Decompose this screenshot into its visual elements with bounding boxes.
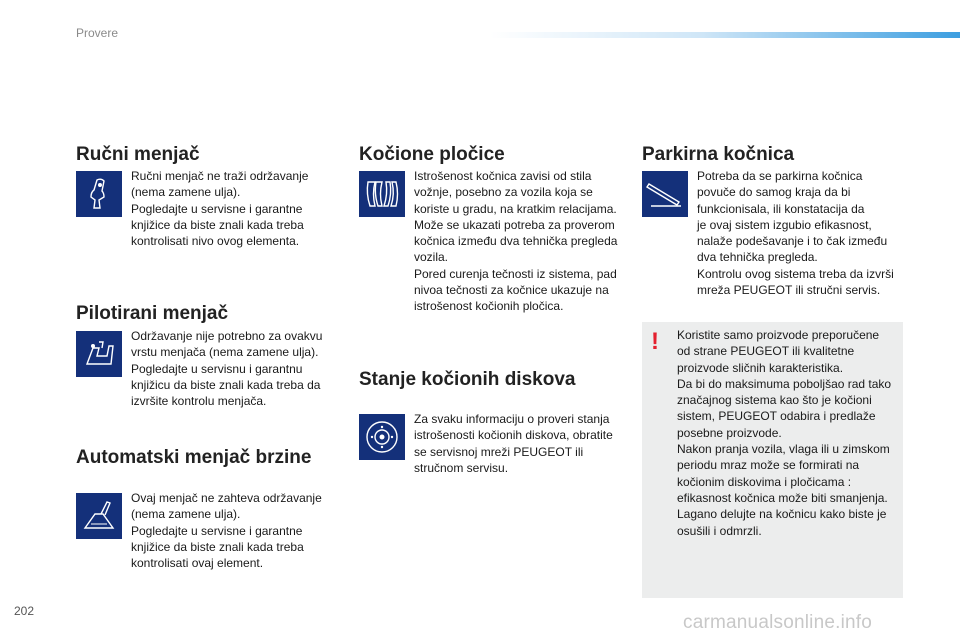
text-line: od strane PEUGEOT ili kvalitetne (677, 344, 855, 359)
text-line: koriste u gradu, na kratkim relacijama. (414, 201, 617, 216)
text-line: vrstu menjača (nema zamene ulja). (131, 345, 319, 360)
text-line: proizvode sličnih karakteristika. (677, 360, 844, 375)
section-title-brake-pads: Kočione pločice (359, 144, 505, 165)
text-line: Pogledajte u servisnu i garantnu (131, 361, 303, 376)
watermark: carmanualsonline.info (683, 612, 873, 633)
brake-pads-text (414, 168, 626, 315)
text-line: Potreba da se parkirna kočnica (697, 169, 863, 183)
section-title-parking-brake: Parkirna kočnica (642, 144, 795, 165)
text-line: nalaže podešavanje i to čak između (697, 234, 888, 249)
manual-text (131, 168, 331, 249)
text-line: Ovaj menjač ne zahteva održavanje (131, 491, 322, 505)
text-line: knjižice da biste znali kada treba (131, 539, 304, 554)
automatic-gearshift-icon (76, 493, 122, 539)
text-line: posebne proizvode. (677, 425, 782, 440)
brake-disc-icon (359, 414, 405, 460)
text-line: Nakon pranja vozila, vlaga ili u zimskom (677, 442, 890, 457)
text-line: Pogledajte u servisne i garantne (131, 523, 303, 538)
manual-gearshift-icon (76, 171, 122, 217)
text-line: kontrolisati ovaj element. (131, 556, 264, 571)
text-line: stručnom servisu. (414, 460, 509, 475)
text-line: je ovaj sistem izgubio efikasnost, (697, 217, 872, 232)
page-number: 202 (14, 604, 35, 618)
text-line: istrošenosti kočionih diskova, obratite (414, 428, 613, 443)
piloted-gearshift-icon (76, 331, 122, 377)
brake-pads-icon (359, 171, 405, 217)
text-line: povuče do samog kraja da bi (697, 185, 851, 200)
section-title-brake-discs: Stanje kočionih diskova (359, 369, 576, 390)
text-line: vožnje, posebno za vozila koja se (414, 185, 593, 200)
header-accent-bar (490, 32, 960, 38)
warning-text (677, 327, 901, 539)
section-title-piloted: Pilotirani menjač (76, 303, 229, 324)
text-line: Održavanje nije potrebno za ovakvu (131, 329, 323, 343)
text-line: knjižice da biste znali kada treba (131, 217, 304, 232)
text-line: sistem, PEUGEOT odabira i predlaže (677, 409, 876, 424)
text-line: se servisnoj mreži PEUGEOT ili (414, 444, 584, 459)
piloted-text (131, 328, 336, 409)
text-line: Da bi do maksimuma poboljšao rad tako (677, 376, 892, 391)
text-line: funkcionisala, ili konstatacija da (697, 201, 865, 216)
text-line: izvršite kontrolu menjača. (131, 394, 267, 409)
text-line: knjižicu da biste znali kada treba da (131, 377, 321, 392)
text-line: Lagano delujte na kočnicu kako biste je (677, 507, 887, 522)
text-line: značajnog sistema kao što je kočioni (677, 393, 872, 408)
parking-brake-text (697, 168, 907, 298)
section-title-automatic: Automatski menjač brzine (76, 447, 312, 468)
section-title-manual: Ručni menjač (76, 144, 200, 165)
text-line: Istrošenost kočnica zavisi od stila (414, 169, 592, 183)
text-line: efikasnost kočnica može biti smanjenja. (677, 490, 888, 505)
text-line: mreža PEUGEOT ili stručni servis. (697, 283, 881, 298)
text-line: kontrolisati nivo ovog elementa. (131, 234, 300, 249)
parking-brake-icon (642, 171, 688, 217)
text-line: kočnica između dva tehnička pregleda (414, 234, 618, 249)
text-line: nivoa tečnosti za kočnice ukazuje na (414, 283, 609, 298)
text-line: periodu mraz može se formirati na (677, 458, 860, 473)
text-line: istrošenost kočionih pločica. (414, 299, 564, 314)
brake-discs-text (414, 411, 626, 476)
text-line: (nema zamene ulja). (131, 507, 241, 522)
header-title: Provere (76, 26, 119, 40)
text-line: Pogledajte u servisne i garantne (131, 201, 303, 216)
text-line: (nema zamene ulja). (131, 185, 241, 200)
text-line: Ručni menjač ne traži održavanje (131, 169, 309, 183)
text-line: Koristite samo proizvode preporučene (677, 328, 880, 342)
text-line: dva tehnička pregleda. (697, 250, 818, 265)
text-line: Kontrolu ovog sistema treba da izvrši (697, 266, 894, 281)
text-line: Pored curenja tečnosti iz sistema, pad (414, 266, 617, 281)
text-line: Za svaku informaciju o proveri stanja (414, 412, 610, 426)
text-line: kočionim diskovima i pločicama : (677, 474, 852, 489)
text-line: Može se ukazati potreba za proverom (414, 217, 615, 232)
exclamation-icon: ! (651, 328, 659, 355)
automatic-text (131, 490, 331, 571)
text-line: vozila. (414, 250, 449, 265)
text-line: osušili i odmrzli. (677, 523, 762, 538)
